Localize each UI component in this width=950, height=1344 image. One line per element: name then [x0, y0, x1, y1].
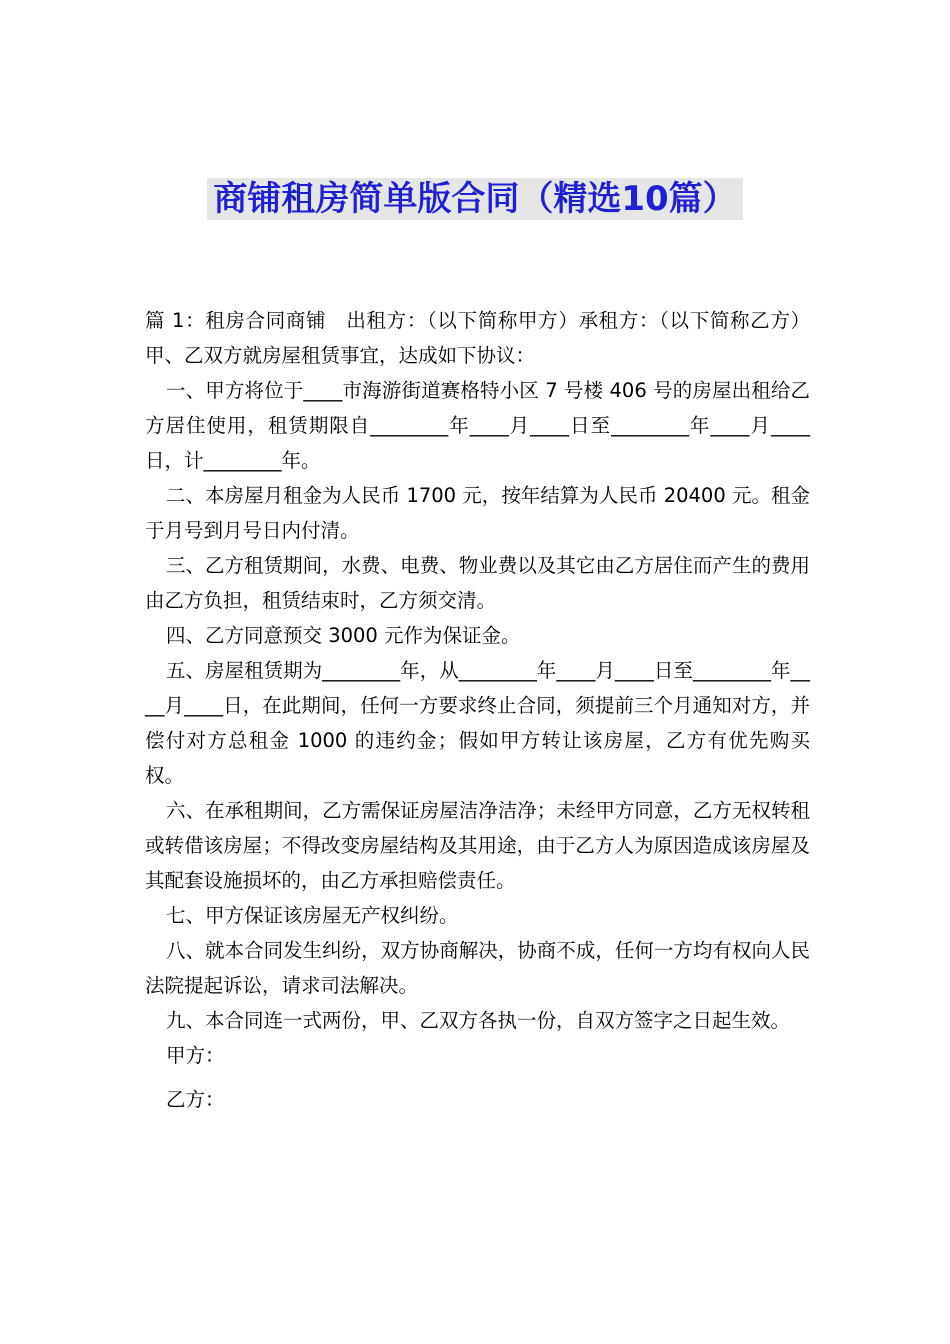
clause-6: 六、在承租期间，乙方需保证房屋洁净洁净；未经甲方同意，乙方无权转租或转借该房屋；不得改变房屋结构及其用途，由于乙方人为原因造成该房屋及其配套设施损坏的，由乙方承担赔偿责任。 [145, 799, 810, 892]
document-body [145, 303, 810, 1117]
document-title: 商铺租房简单版合同（精选10篇） [207, 178, 742, 220]
clause-7: 七、甲方保证该房屋无产权纠纷。 [166, 904, 459, 927]
signature-party-a: 甲方： [166, 1044, 225, 1067]
clause-2: 二、本房屋月租金为人民币 1700 元，按年结算为人民币 20400 元。租金于月号到月号日内付清。 [145, 484, 810, 542]
title-container [0, 178, 950, 220]
clause-3: 三、乙方租赁期间，水费、电费、物业费以及其它由乙方居住而产生的费用由乙方负担，租赁结束时，乙方须交清。 [145, 554, 810, 612]
clause-8: 八、就本合同发生纠纷，双方协商解决，协商不成，任何一方均有权向人民法院提起诉讼，请求司法解决。 [145, 939, 810, 997]
paragraph-intro: 篇 1：租房合同商铺 出租方：（以下简称甲方）承租方：（以下简称乙方）甲、乙双方就房屋租赁事宜，达成如下协议： [145, 309, 810, 367]
clause-1: 一、甲方将位于____市海游街道赛格特小区 7 号楼 406 号的房屋出租给乙方居住使用，租赁期限自________年____月____日至________年____月____日，计________年。 [145, 379, 810, 472]
clause-4: 四、乙方同意预交 3000 元作为保证金。 [166, 624, 521, 647]
clause-9: 九、本合同连一式两份，甲、乙双方各执一份，自双方签字之日起生效。 [166, 1009, 791, 1032]
clause-5: 五、房屋租赁期为________年，从________年____月____日至________年____月____日，在此期间，任何一方要求终止合同，须提前三个月通知对方，并偿付对方总租金 1000 的违约金；假如甲方转让该房屋，乙方有优先购买权。 [145, 659, 810, 787]
signature-party-b: 乙方： [166, 1088, 225, 1111]
